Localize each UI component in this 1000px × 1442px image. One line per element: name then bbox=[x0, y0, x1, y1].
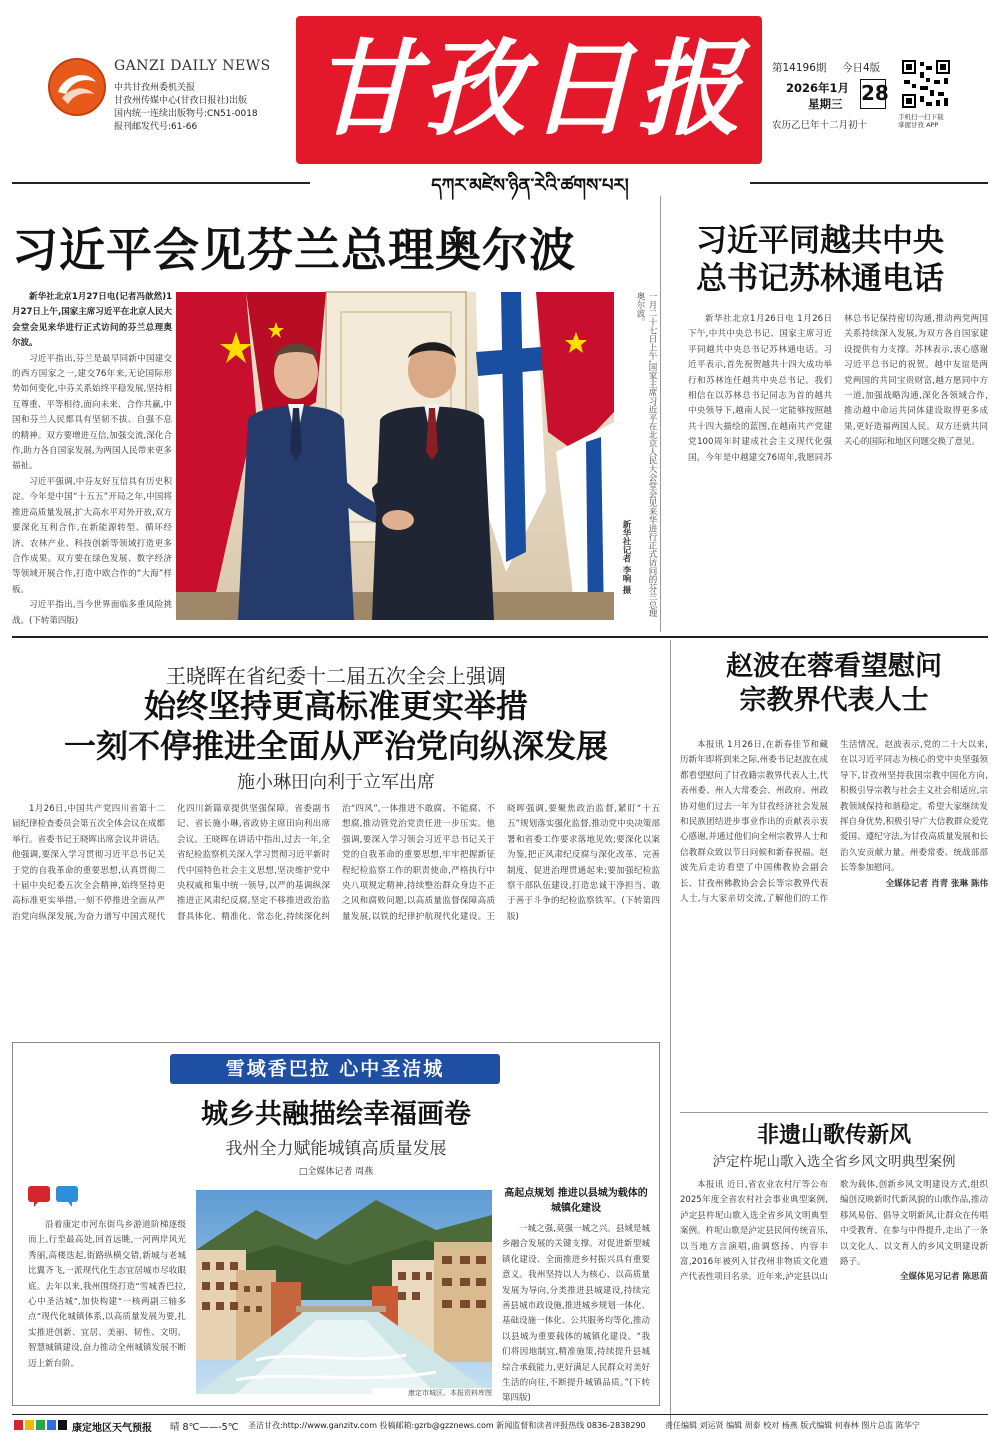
discipline-headline-1: 始终坚持更高标准更实举措 bbox=[143, 687, 528, 725]
lead-paragraph: 习近平强调,中芬友好互信具有历史积淀。今年是中国“十五五”开局之年,中国将推进高质量发展,扩大高水平对外开放,双方要深化互利合作,在新能源转型、循环经济、农林产业、科技创新等领域打造更多合作成果。双方要在绿色发展、数字经济等领域开展合作,打造中欧合作的“大海”样板。 bbox=[12, 476, 172, 595]
urban-photo bbox=[196, 1190, 492, 1394]
discipline-headline-2: 一刻不停推进全面从严治党向纵深发展 bbox=[63, 727, 608, 765]
urban-intro bbox=[28, 1218, 186, 1396]
urban-sub: 我州全力赋能城镇高质量发展 bbox=[225, 1139, 447, 1159]
call-headline-2: 总书记苏林通电话 bbox=[696, 261, 944, 297]
banner-box bbox=[170, 1054, 500, 1084]
handshake-illustration bbox=[176, 292, 614, 620]
call-paragraph: 新华社北京1月26日电 1月26日下午,中共中央总书记、国家主席习近平同越共中央总书记苏林通电话。习近平表示,首先祝贺越共十四大成功举行和苏林连任越共中央总书记。我们相信在以苏林总书记同志为首的越共中央领导下,越南人民一定能够按照越共十四大描绘的蓝图,在越南共产党建党100周年时建成社会主义现代化强国。今年是中越建交76周年,我愿同苏林总书记保持密切沟通,推动两党两国关系持续深入发展,为双方各自国家建设提供有力支撑。苏林表示,衷心感谢习近平总书记的祝贺。越中友谊是两党两国的共同宝贵财富,越方愿同中方一道,加强战略沟通,深化各领域合作,推动越中命运共同体建设取得更多成果,更好造福两国人民。双方还就共同关心的国际和地区问题交换了意见。 bbox=[688, 314, 988, 463]
zhao-credit: 全媒体记者 肖青 张琳 陈伟 bbox=[885, 878, 988, 889]
lead-photo-credit: 新华社记者 李响 摄 bbox=[621, 520, 631, 594]
section-rule bbox=[12, 636, 988, 638]
lunar-date: 农历乙巳年十二月初十 bbox=[772, 120, 868, 131]
lead-photo-caption: 一月二十七日上午,国家主席习近平在北京人民大会堂会见来华进行正式访问的芬兰总理奥尔波。 bbox=[635, 292, 657, 618]
discipline-body bbox=[12, 802, 660, 1034]
weather-forecast: 晴 8℃——-5℃ bbox=[170, 1422, 239, 1433]
zhao-paragraph: 本报讯 1月26日,在新春佳节和藏历新年即将到来之际,州委书记赵波在成都看望慰问了甘孜籍宗教界代表人士,代表州委、州人大常委会、州政府、州政协对他们过去一年为甘孜经济社会发展和民族团结进步事业作出的贡献表示衷心感谢,并通过他们向全州宗教界人士和信教群众致以节日问候和新春祝福。赵波先后走访看望了中国佛教协会副会长、甘孜州佛教协会会长等宗教界代表人士,与大家亲切交流,了解他们的工作生活情况。赵波表示,党的二十大以来,在以习近平同志为核心的党中央坚强领导下,甘孜州坚持我国宗教中国化方向,积极引导宗教与社会主义社会相适应,宗教领域保持和谐稳定。希望大家继续发挥自身优势,积极引导广大信教群众爱党爱国、遵纪守法,为甘孜高质量发展和长治久安贡献力量。州委常委、统战部部长等参加慰问。 bbox=[680, 740, 988, 905]
tibetan-title: དཀར་མཛེས་ཉིན་རེའི་ཚགས་པར། bbox=[310, 166, 750, 216]
masthead-title-box bbox=[296, 16, 762, 164]
urban-section-title: 高起点规划 推进以县城为载体的城镇化建设 bbox=[504, 1188, 648, 1214]
footer-editors: 责任编辑 刘运贤 编辑 周泰 校对 杨燕 版式编辑 何春林 图片总监 陈华宁 bbox=[665, 1421, 920, 1430]
folk-credit: 全媒体见习记者 陈思苗 bbox=[900, 1272, 988, 1283]
kangding-city-illustration bbox=[196, 1190, 492, 1394]
folk-paragraph: 本报讯 近日,省农业农村厅等公布2025年度全省农村社会事业典型案例,泸定县杵坭山歌入选全省乡风文明典型案例。杵坭山歌是泸定县民间传统音乐,以当地方言演唱,曲调悠扬、内容丰富,2016年被列入甘孜州非物质文化遗产代表性项目名录。近年来,泸定县以山歌为载体,创新乡风文明建设方式,组织编创反映新时代新风貌的山歌作品,推动移风易俗、倡导文明新风,让群众在传唱中受教育、在参与中得提升,走出了一条以文化人、以文育人的乡风文明建设新路子。 bbox=[680, 1180, 988, 1283]
discipline-sub: 施小琳田向利于立军出席 bbox=[237, 772, 435, 793]
zhao-headline-1: 赵波在蓉看望慰问 bbox=[726, 651, 942, 682]
issue-day: 28 bbox=[861, 81, 889, 105]
lead-dateline: 新华社北京1月27日电(记者冯歆然)1月27日上午,国家主席习近平在北京人民大会堂会见来华进行正式访问的芬兰总理奥尔波。 bbox=[12, 292, 172, 349]
section-divider bbox=[680, 1112, 988, 1113]
urban-photo-caption: 康定市城区。本报资料库图 bbox=[372, 1388, 492, 1398]
cn-code: 国内统一连续出版物号:CN51-0018 bbox=[114, 109, 258, 119]
masthead bbox=[0, 0, 1000, 200]
app-note: 手机扫一扫下载 掌握甘孜 APP bbox=[898, 113, 944, 129]
folk-sub: 泸定杵坭山歌入选全省乡风文明典型案例 bbox=[712, 1154, 956, 1170]
lead-headline: 习近平会见芬兰总理奥尔波 bbox=[12, 223, 576, 277]
footer-site-info: 圣洁甘孜:http://www.ganzitv.com 投稿邮箱:gzrb@gzznews.com 新闻监督和读者评报热线 0836-2838290 bbox=[248, 1421, 646, 1430]
ganzi-logo-icon bbox=[46, 56, 108, 118]
zhao-headline-2: 宗教界代表人士 bbox=[739, 685, 929, 716]
lead-photo bbox=[176, 292, 614, 620]
publisher-line: 甘孜州传媒中心(甘孜日报社)出版 bbox=[114, 96, 248, 106]
issue-day-box bbox=[860, 79, 889, 109]
issue-date: 2026年1月 bbox=[786, 81, 850, 95]
masthead-title: 甘孜日报 bbox=[312, 27, 745, 150]
color-bar-icon bbox=[14, 1418, 68, 1432]
banner-text: 雪域香巴拉 心中圣洁城 bbox=[225, 1058, 445, 1080]
weather-label: 康定地区天气预报 bbox=[72, 1423, 152, 1434]
footer-rule bbox=[12, 1414, 988, 1415]
urban-paragraph: 一城之强,莫强一城之兴。县域是城乡融合发展的关键支撑。对促进新型城镇化建设、全面推进乡村振兴具有重要意义。我州坚持以人为核心、以高质量发展为导向,分类推进县城建设,持续完善县城市政设施,推进城乡规划一体化、基础设施一体化、公共服务均等化,推动以县城为重要载体的城镇化建设。“我们将因地制宜,精准施策,持续提升县城综合承载能力,更好满足人民群众对美好生活的向往,不断提升城镇品质。”(下转第四版) bbox=[502, 1224, 650, 1404]
zhao-body bbox=[680, 738, 988, 1086]
qr-code-icon[interactable] bbox=[900, 58, 952, 110]
post-code: 报刊邮发代号:61-66 bbox=[114, 122, 198, 132]
page-count: 今日4版 bbox=[842, 62, 881, 74]
lead-paragraph: 习近平指出,芬兰是最早同新中国建交的西方国家之一,建交76年来,无论国际形势如何变化,中芬关系始终平稳发展,坚持相互尊重、平等相待,面向未来、合作共赢,中国和芬兰人民都具有坚韧不拔、自强不息的精神。双方要增进互信,加强交流,深化合作,助力各自国家发展,为两国人民带来更多福祉。 bbox=[12, 353, 172, 472]
discipline-paragraph: 1月26日,中国共产党四川省第十二届纪律检查委员会第五次全体会议在成都举行。省委书记王晓晖出席会议并讲话。他强调,要深入学习贯彻习近平总书记关于党的自我革命的重要思想,认真贯彻二十届中央纪委五次全会精神,始终坚持更高标准更实举措,一刻不停推进全面从严治党向纵深发展,为奋力谱写中国式现代化四川新篇章提供坚强保障。省委副书记、省长施小琳,省政协主席田向利出席会议。王晓晖在讲话中指出,过去一年,全省纪检监察机关深入学习贯彻习近平新时代中国特色社会主义思想,坚决维护党中央权威和集中统一领导,以严的基调纵深推进正风肃纪反腐,坚定不移推进政治监督具体化、精准化、常态化,持续深化纠治“四风”,一体推进不敢腐、不能腐、不想腐,推动管党治党责任进一步压实。他强调,要深入学习领会习近平总书记关于党的自我革命的重要思想,牢牢把握新征程纪检监察工作的职责使命,严格执行中央八项规定精神,持续整治群众身边不正之风和腐败问题,以高质量监督保障高质量发展,以铁的纪律护航现代化建设。王晓晖强调,要聚焦政治监督,紧盯“十五五”规划落实强化监督,推动党中央决策部署和省委工作要求落地见效;要深化以案为鉴,把正风肃纪反腐与深化改革、完善制度、促进治理贯通起来;要加强纪检监察干部队伍建设,打造忠诚干净担当、敢于善于斗争的纪检监察铁军。(下转第四版) bbox=[12, 804, 660, 922]
lead-paragraph: 习近平指出,当今世界面临多重风险挑战。(下转第四版) bbox=[12, 600, 172, 626]
issue-number: 第14196期 bbox=[772, 62, 827, 74]
call-headline-1: 习近平同越共中央 bbox=[696, 223, 944, 259]
urban-headline: 城乡共融描绘幸福画卷 bbox=[201, 1099, 471, 1130]
urban-byline: □全媒体记者 周燕 bbox=[298, 1167, 374, 1177]
folk-headline: 非遗山歌传新风 bbox=[756, 1123, 911, 1148]
issue-weekday: 星期三 bbox=[808, 97, 843, 111]
folk-body bbox=[680, 1178, 988, 1404]
speech-bubble-icon bbox=[28, 1186, 80, 1208]
column-divider bbox=[660, 196, 661, 632]
urban-intro-paragraph: 沿着康定市河东街鸟乡游道阶梯逐级而上,行至最高处,回首远眺,一河两岸风光秀丽,高楼迭起,街路纵横交错,新城与老城比翼齐飞,一派现代化生态宜居城市尽收眼底。去年以来,我州围绕打造“雪城香巴拉,心中圣洁城”,加快构建“一核两副三轴多点”现代化城镇体系,以高质量发展为要,扎实推进创新、宜居、美丽、韧性、文明、智慧城镇建设,奋力推动全州城镇发展不断迈上新台阶。 bbox=[28, 1220, 186, 1369]
urban-body bbox=[502, 1222, 650, 1404]
call-body bbox=[688, 312, 988, 630]
lead-body bbox=[12, 290, 172, 626]
sponsor-line: 中共甘孜州委机关报 bbox=[114, 83, 196, 93]
english-name: GANZI DAILY NEWS bbox=[114, 58, 271, 74]
discipline-kicker: 王晓晖在省纪委十二届五次全会上强调 bbox=[166, 664, 506, 688]
column-divider bbox=[670, 640, 671, 1430]
